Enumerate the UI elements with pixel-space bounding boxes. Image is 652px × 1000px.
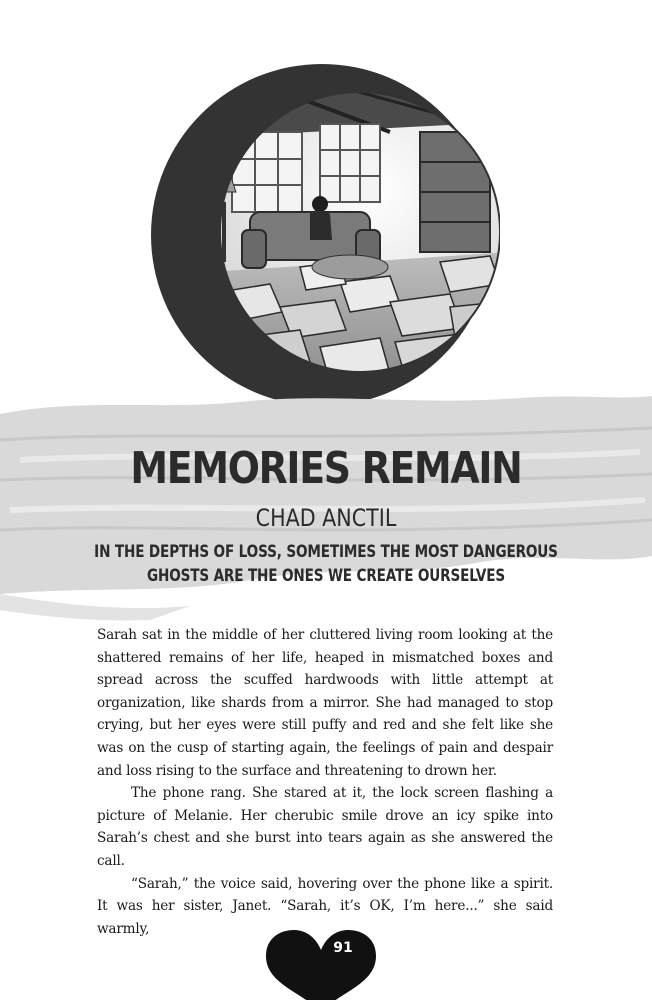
crescent-moon-illustration xyxy=(150,62,500,408)
page-number: 91 xyxy=(333,940,353,956)
paragraph-2: The phone rang. She stared at it, the lock screen flashing a picture of Melanie. Her cherubic smile drove an icy spike into Sarah’s chest and she burst into tears again as she answered the call. xyxy=(97,785,553,869)
paragraph-1: Sarah sat in the middle of her cluttered living room looking at the shattered remains of her life, heaped in mismatched boxes and spread across the scuffed hardwoods with little attempt at organization, like shards from a mirror. She had managed to stop crying, but her eyes were still puffy and red and she felt like she was on the cusp of starting again, the feelings of pain and despair and loss rising to the surface and threatening to drown her. xyxy=(97,627,553,779)
story-title: MEMORIES REMAIN xyxy=(130,443,522,494)
tagline-line-2: GHOSTS ARE THE ONES WE CREATE OURSELVES xyxy=(146,566,506,586)
story-tagline xyxy=(65,540,587,588)
story-body xyxy=(97,624,553,940)
author-name: CHAD ANCTIL xyxy=(255,504,397,532)
story-header xyxy=(0,440,652,588)
tagline-line-1: IN THE DEPTHS OF LOSS, SOMETIMES THE MOST DANGEROUS xyxy=(94,542,558,562)
heart-icon xyxy=(262,922,380,1000)
paragraph-3: “Sarah,” the voice said, hovering over the phone like a spirit. It was her sister, Janet. “Sarah, it’s OK, I’m here...” she said warmly, xyxy=(97,875,553,937)
